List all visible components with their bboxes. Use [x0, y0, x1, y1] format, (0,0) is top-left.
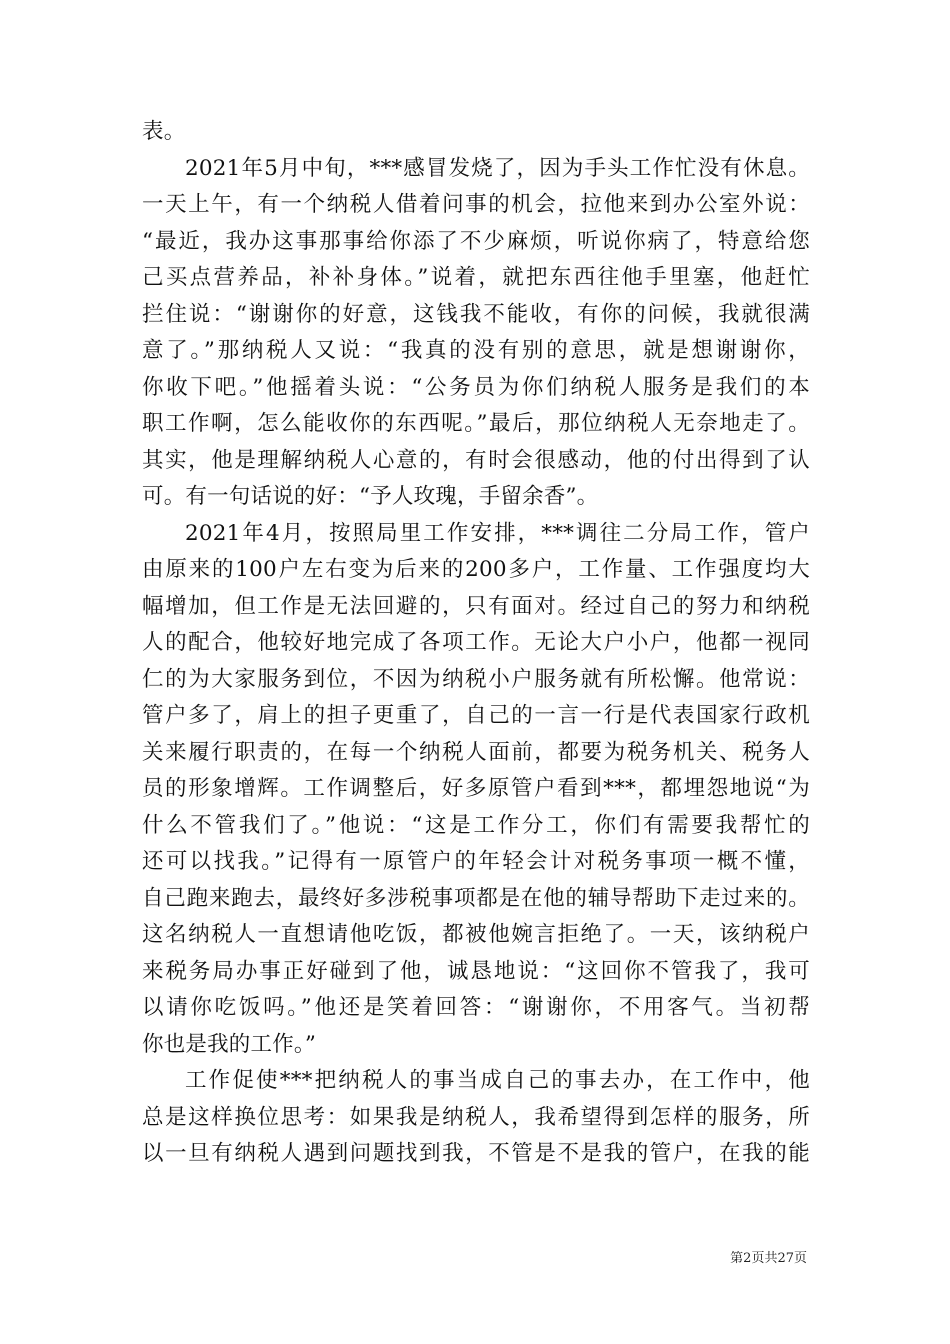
- text-line: “最近，我办这事那事给你添了不少麻烦，听说你病了，特意给您: [142, 228, 810, 254]
- text-line: 拦住说：“谢谢你的好意，这钱我不能收，有你的问候，我就很满: [142, 301, 810, 327]
- text-line: 2021年5月中旬，***感冒发烧了，因为手头工作忙没有休息。: [185, 155, 810, 181]
- text-line: 己买点营养品，补补身体。”说着，就把东西往他手里塞，他赶忙: [142, 265, 810, 290]
- text-line: 可。有一句话说的好：“予人玫瑰，手留余香”。: [142, 484, 599, 509]
- text-line: 仁的为大家服务到位，不因为纳税小户服务就有所松懈。他常说：: [142, 666, 810, 692]
- text-line: 其实，他是理解纳税人心意的，有时会很感动，他的付出得到了认: [142, 447, 810, 473]
- text-line: 还可以找我。”记得有一原管户的年轻会计对税务事项一概不懂，: [142, 849, 810, 874]
- text-line: 工作促使***把纳税人的事当成自己的事去办，在工作中，他: [185, 1068, 810, 1093]
- text-line: 自己跑来跑去，最终好多涉税事项都是在他的辅导帮助下走过来的。: [142, 885, 810, 911]
- page-number: 第2页共27页: [730, 1251, 807, 1266]
- document-body: [142, 114, 810, 1173]
- text-line: 你也是我的工作。”: [142, 1031, 317, 1057]
- text-line: 来税务局办事正好碰到了他，诚恳地说：“这回你不管我了，我可: [142, 958, 810, 984]
- text-line: 什么不管我们了。”他说：“这是工作分工，你们有需要我帮忙的: [142, 812, 810, 838]
- text-line: 这名纳税人一直想请他吃饭，都被他婉言拒绝了。一天，该纳税户: [142, 922, 810, 947]
- text-line: 2021年4月，按照局里工作安排，***调往二分局工作，管户: [185, 520, 810, 546]
- text-line: 以请你吃饭吗。”他还是笑着回答：“谢谢你，不用客气。当初帮: [142, 995, 810, 1020]
- text-line: 由原来的100户左右变为后来的200多户，工作量、工作强度均大: [142, 557, 810, 582]
- text-line: 职工作啊，怎么能收你的东西呢。”最后，那位纳税人无奈地走了。: [142, 411, 810, 436]
- text-line: 关来履行职责的，在每一个纳税人面前，都要为税务机关、税务人: [142, 739, 810, 765]
- text-line: 你收下吧。”他摇着头说：“公务员为你们纳税人服务是我们的本: [142, 374, 810, 400]
- text-line: 以一旦有纳税人遇到问题找到我，不管是不是我的管户，在我的能: [142, 1141, 810, 1166]
- text-line: 管户多了，肩上的担子更重了，自己的一言一行是代表国家行政机: [142, 703, 810, 728]
- text-line: 表。: [142, 119, 186, 144]
- text-line: 总是这样换位思考：如果我是纳税人，我希望得到怎样的服务，所: [142, 1104, 810, 1130]
- text-line: 人的配合，他较好地完成了各项工作。无论大户小户，他都一视同: [142, 630, 810, 655]
- text-line: 一天上午，有一个纳税人借着问事的机会，拉他来到办公室外说：: [142, 192, 810, 217]
- text-line: 员的形象增辉。工作调整后，好多原管户看到***，都埋怨地说“为: [142, 776, 810, 801]
- text-line: 意了。”那纳税人又说：“我真的没有别的意思，就是想谢谢你，: [142, 338, 810, 363]
- text-line: 幅增加，但工作是无法回避的，只有面对。经过自己的努力和纳税: [142, 593, 810, 619]
